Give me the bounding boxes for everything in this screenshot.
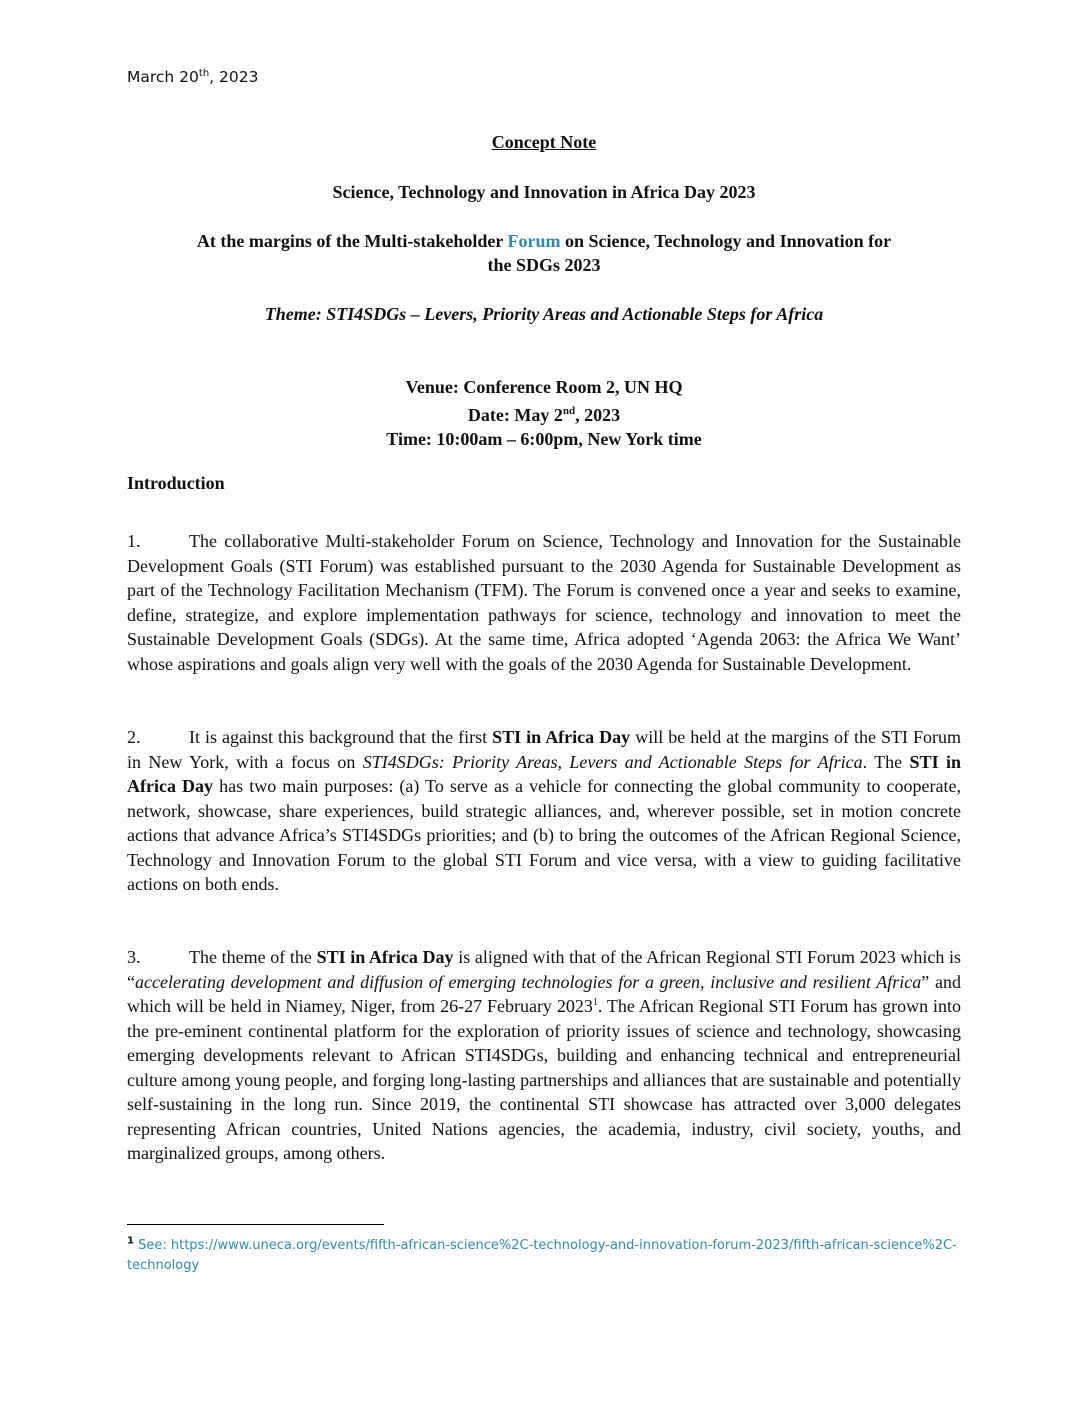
footnote-link[interactable]: See: https://www.uneca.org/events/fifth-african-science%2C-technology-and-innovation-forum-2023/fifth-african-science%2C-technology xyxy=(127,1238,957,1273)
footnote-reference[interactable]: 1 xyxy=(592,997,598,1008)
footnote-number: 1 xyxy=(127,1235,134,1247)
paragraph-2: 2. It is against this background that the first STI in Africa Day will be held at the margins of the STI Forum in New York, with a focus on STI4SDGs: Priority Areas, Levers and Actionable Steps for Africa. The STI in Africa Day has two main purposes: (a) To serve as a vehicle for connecting the global community to cooperate, network, showcase, share experiences, build strategic alliances, and, wherever possible, set in motion concrete actions that advance Africa’s STI4SDGs priorities; and (b) to bring the outcomes of the African Regional Science, Technology and Innovation Forum to the global STI Forum and vice versa, with a view to guiding facilitative actions on both ends. xyxy=(127,727,961,894)
venue-line: Venue: Conference Room 2, UN HQ xyxy=(405,377,683,397)
concept-note-heading: Concept Note xyxy=(491,132,597,152)
introduction-heading: Introduction xyxy=(127,473,225,493)
margins-heading: At the margins of the Multi-stakeholder Forum on Science, Technology and Innovation for the SDGs 2023 xyxy=(196,231,892,275)
event-title: Science, Technology and Innovation in Africa Day 2023 xyxy=(332,182,756,202)
paragraph-number: 3. xyxy=(127,947,141,967)
document-date: March 20th, 2023 xyxy=(127,67,259,86)
theme-heading: Theme: STI4SDGs – Levers, Priority Areas and Actionable Steps for Africa xyxy=(264,304,824,324)
footnote-divider xyxy=(127,1224,384,1225)
paragraph-number: 1. xyxy=(127,531,141,551)
paragraph-3: 3. The theme of the STI in Africa Day is aligned with that of the African Regional STI Forum 2023 which is “accelerating development and diffusion of emerging technologies for a green, inclusive and resilient Africa” and which will be held in Niamey, Niger, from 26-27 February 2023$^1$. The African Regional STI Forum has grown into the pre-eminent continental platform for the exploration of priority issues of science and technology, showcasing emerging developments relevant to African STI4SDGs, building and enhancing technical and entrepreneurial culture among young people, and forging long-lasting partnerships and alliances that are sustainable and potentially self-sustaining in the long run. Since 2019, the continental STI showcase has attracted over 3,000 delegates representing African countries, United Nations agencies, the academia, industry, civil society, youths, and marginalized groups, among others. xyxy=(127,947,961,1163)
paragraph-1: 1. The collaborative Multi-stakeholder Forum on Science, Technology and Innovation for the Sustainable Development Goals (STI Forum) was established pursuant to the 2030 Agenda for Sustainable Development as part of the Technology Facilitation Mechanism (TFM). The Forum is convened once a year and seeks to examine, define, strategize, and explore implementation pathways for science, technology and innovation to meet the Sustainable Development Goals (SDGs). At the same time, Africa adopted ‘Agenda 2063: the Africa We Want’ whose aspirations and goals align very well with the goals of the 2030 Agenda for Sustainable Development. xyxy=(127,531,961,674)
paragraph-number: 2. xyxy=(127,727,141,747)
time-line: Time: 10:00am – 6:00pm, New York time xyxy=(386,429,702,449)
date-line: Date: May 2nd, 2023 xyxy=(467,405,621,425)
footnote xyxy=(127,1236,961,1276)
venue-block xyxy=(127,375,961,451)
forum-link[interactable]: Forum xyxy=(507,231,561,251)
